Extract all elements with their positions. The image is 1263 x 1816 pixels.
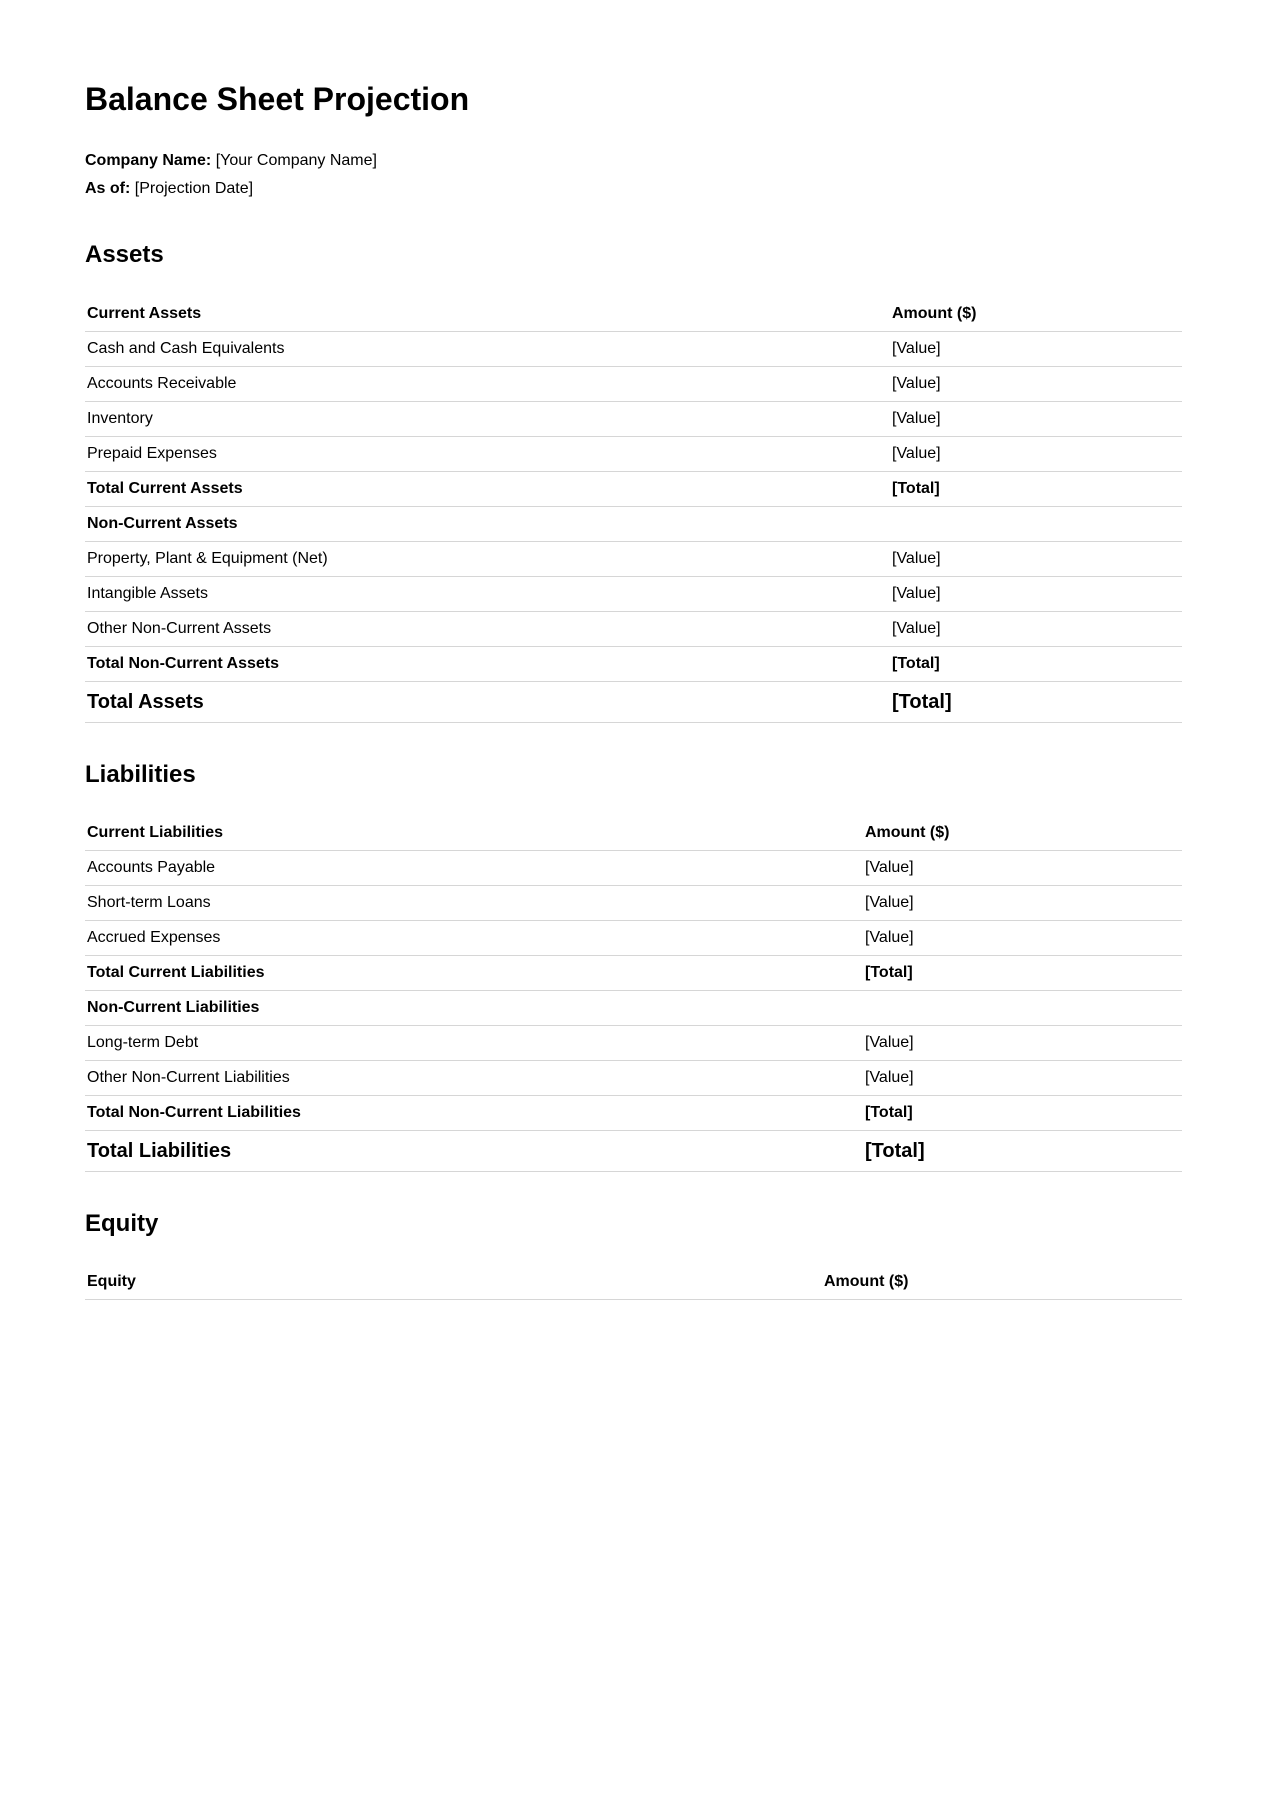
as-of-label: As of: [85,180,131,198]
grand-total-row [85,681,1182,722]
table-row [85,611,1182,646]
row-amount: [Total] [863,1095,1182,1130]
row-amount: [Value] [890,541,1182,576]
row-label: Accrued Expenses [85,920,863,955]
assets-heading: Assets [85,241,164,269]
row-amount: [Value] [890,401,1182,436]
subtotal-row [85,1095,1182,1130]
liabilities-section [85,759,1182,1172]
row-label: Long-term Debt [85,1025,863,1060]
table-row [85,541,1182,576]
subtotal-row [85,955,1182,990]
table-row [85,885,1182,920]
company-name-value: [Your Company Name] [215,152,377,170]
equity-heading: Equity [85,1209,159,1237]
table-row [85,366,1182,401]
table-row [85,920,1182,955]
row-amount: [Value] [863,885,1182,920]
grand-total-row [85,1130,1182,1171]
row-amount [863,990,1182,1025]
equity-table [85,1265,1182,1300]
table-header-row [85,816,1182,851]
row-amount: [Value] [890,366,1182,401]
row-label: Total Liabilities [85,1130,863,1171]
row-label: Other Non-Current Assets [85,611,890,646]
row-amount: [Total] [890,471,1182,506]
liabilities-heading: Liabilities [85,760,196,788]
assets-table [85,297,1182,723]
table-header-row [85,297,1182,332]
row-label: Accounts Receivable [85,366,890,401]
subtotal-row [85,471,1182,506]
page-title: Balance Sheet Projection [85,81,470,117]
row-label: Prepaid Expenses [85,436,890,471]
row-amount: [Value] [863,1025,1182,1060]
table-row [85,331,1182,366]
as-of-value: [Projection Date] [134,180,254,198]
row-amount: [Value] [863,850,1182,885]
table-header-row [85,1265,1182,1300]
row-label: Total Current Assets [85,471,890,506]
row-amount: [Value] [863,920,1182,955]
subsection-row [85,990,1182,1025]
row-label: Intangible Assets [85,576,890,611]
column-header-amount: Amount ($) [863,816,1182,851]
row-label: Total Current Liabilities [85,955,863,990]
subsection-row [85,506,1182,541]
meta-block [85,147,1182,203]
row-amount: [Total] [890,646,1182,681]
row-label: Total Non-Current Liabilities [85,1095,863,1130]
assets-section [85,239,1182,722]
subtotal-row [85,646,1182,681]
row-amount: [Total] [863,955,1182,990]
column-header-amount: Amount ($) [822,1265,1182,1300]
equity-section [85,1208,1182,1300]
row-amount [890,506,1182,541]
row-label: Property, Plant & Equipment (Net) [85,541,890,576]
company-name-label: Company Name: [85,152,212,170]
row-label: Short-term Loans [85,885,863,920]
row-label: Other Non-Current Liabilities [85,1060,863,1095]
table-row [85,1060,1182,1095]
column-header-label: Current Liabilities [85,816,863,851]
row-amount: [Value] [890,611,1182,646]
column-header-label: Current Assets [85,297,890,332]
row-amount: [Value] [890,576,1182,611]
row-amount: [Total] [890,681,1182,722]
row-label: Non-Current Assets [85,506,890,541]
row-label: Inventory [85,401,890,436]
company-name-line [85,152,377,169]
column-header-label: Equity [85,1265,822,1300]
table-row [85,401,1182,436]
row-amount: [Total] [863,1130,1182,1171]
row-label: Accounts Payable [85,850,863,885]
row-label: Cash and Cash Equivalents [85,331,890,366]
row-amount: [Value] [863,1060,1182,1095]
row-label: Total Non-Current Assets [85,646,890,681]
table-row [85,850,1182,885]
table-row [85,436,1182,471]
row-label: Total Assets [85,681,890,722]
row-label: Non-Current Liabilities [85,990,863,1025]
row-amount: [Value] [890,436,1182,471]
as-of-line [85,180,253,197]
row-amount: [Value] [890,331,1182,366]
table-row [85,1025,1182,1060]
column-header-amount: Amount ($) [890,297,1182,332]
liabilities-table [85,816,1182,1172]
table-row [85,576,1182,611]
